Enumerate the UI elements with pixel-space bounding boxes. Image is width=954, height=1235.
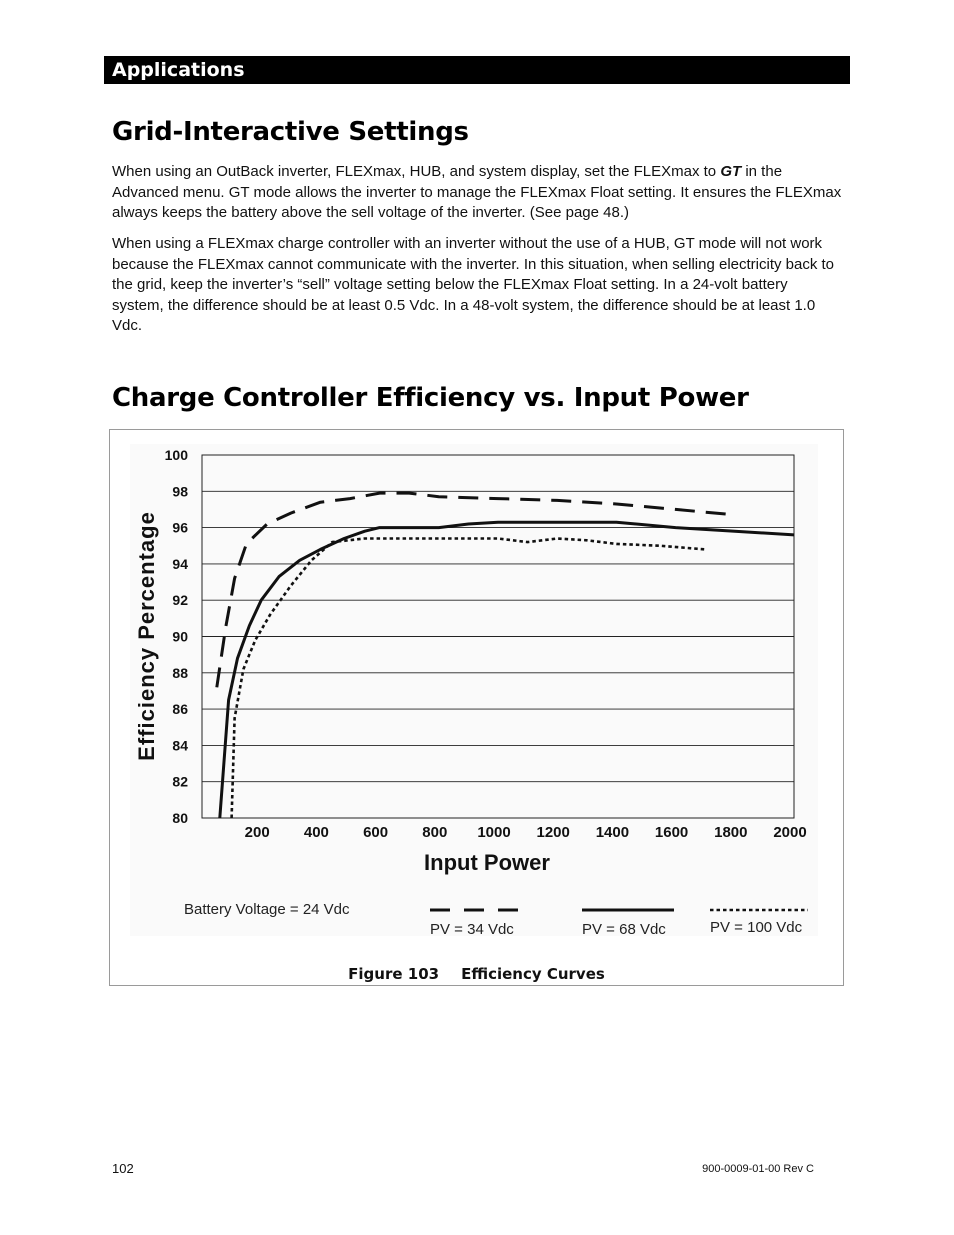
legend-label-3: PV = 100 Vdc bbox=[710, 919, 803, 936]
x-tick-label: 1400 bbox=[595, 824, 630, 841]
y-tick-label: 88 bbox=[172, 664, 188, 681]
x-tick-label: 400 bbox=[303, 824, 329, 841]
x-tick-label: 200 bbox=[244, 824, 270, 841]
figure-caption bbox=[110, 965, 843, 983]
document-id: 900-0009-01-00 Rev C bbox=[702, 1163, 814, 1175]
grid-interactive-paragraph-1 bbox=[112, 162, 842, 224]
x-tick-label: 1600 bbox=[654, 824, 689, 841]
x-tick-label: 2000 bbox=[773, 824, 807, 841]
section-header-label: Applications bbox=[112, 59, 245, 81]
section-header-bar bbox=[104, 56, 850, 84]
efficiency-chart bbox=[110, 430, 843, 950]
battery-voltage-note: Battery Voltage = 24 Vdc bbox=[184, 901, 350, 918]
y-tick-label: 90 bbox=[172, 628, 188, 645]
y-tick-label: 82 bbox=[172, 773, 188, 790]
y-tick-label: 84 bbox=[172, 737, 188, 754]
figure-title: Efficiency Curves bbox=[461, 965, 605, 983]
x-tick-label: 800 bbox=[422, 824, 448, 841]
gt-emphasis: GT bbox=[720, 163, 742, 180]
y-tick-label: 92 bbox=[172, 592, 188, 609]
grid-interactive-paragraph-2: When using a FLEXmax charge controller with an inverter without the use of a HUB, GT mode will not work because the FLEXmax cannot communicate with the inverter. In this situation, when selling electricity back to the grid, keep the inverter’s “sell” voltage setting below the FLEXmax Float setting. In a 24-volt battery system, the difference should be at least 0.5 Vdc. In a 48-volt system, the difference should be at least 1.0 Vdc. bbox=[112, 235, 835, 334]
grid-interactive-heading: Grid-Interactive Settings bbox=[112, 117, 469, 147]
y-tick-label: 94 bbox=[172, 555, 188, 572]
efficiency-figure bbox=[109, 429, 844, 986]
x-tick-label: 600 bbox=[363, 824, 389, 841]
y-tick-label: 98 bbox=[172, 483, 188, 500]
efficiency-heading: Charge Controller Efficiency vs. Input Power bbox=[112, 383, 749, 413]
x-axis-title: Input Power bbox=[424, 850, 550, 875]
legend-label-1: PV = 34 Vdc bbox=[430, 921, 514, 938]
p1-text-start: When using an OutBack inverter, FLEXmax, HUB, and system display, set the FLEXmax to bbox=[112, 163, 721, 180]
p1-text-end: in the Advanced menu. GT mode allows the inverter to manage the FLEXmax Float setting. It ensures the FLEXmax always keeps the battery above the sell voltage of the inverter. (See page 48.) bbox=[112, 163, 842, 221]
y-tick-label: 86 bbox=[172, 701, 188, 718]
y-axis-title: Efficiency Percentage bbox=[134, 511, 159, 761]
legend-label-2: PV = 68 Vdc bbox=[582, 921, 666, 938]
page-number: 102 bbox=[112, 1161, 134, 1176]
x-tick-label: 1200 bbox=[536, 824, 570, 841]
y-tick-label: 96 bbox=[172, 519, 188, 536]
figure-number: Figure 103 bbox=[348, 965, 440, 983]
x-tick-label: 1800 bbox=[714, 824, 748, 841]
y-tick-label: 100 bbox=[164, 447, 188, 463]
x-tick-label: 1000 bbox=[477, 824, 511, 841]
y-tick-label: 80 bbox=[172, 810, 188, 826]
